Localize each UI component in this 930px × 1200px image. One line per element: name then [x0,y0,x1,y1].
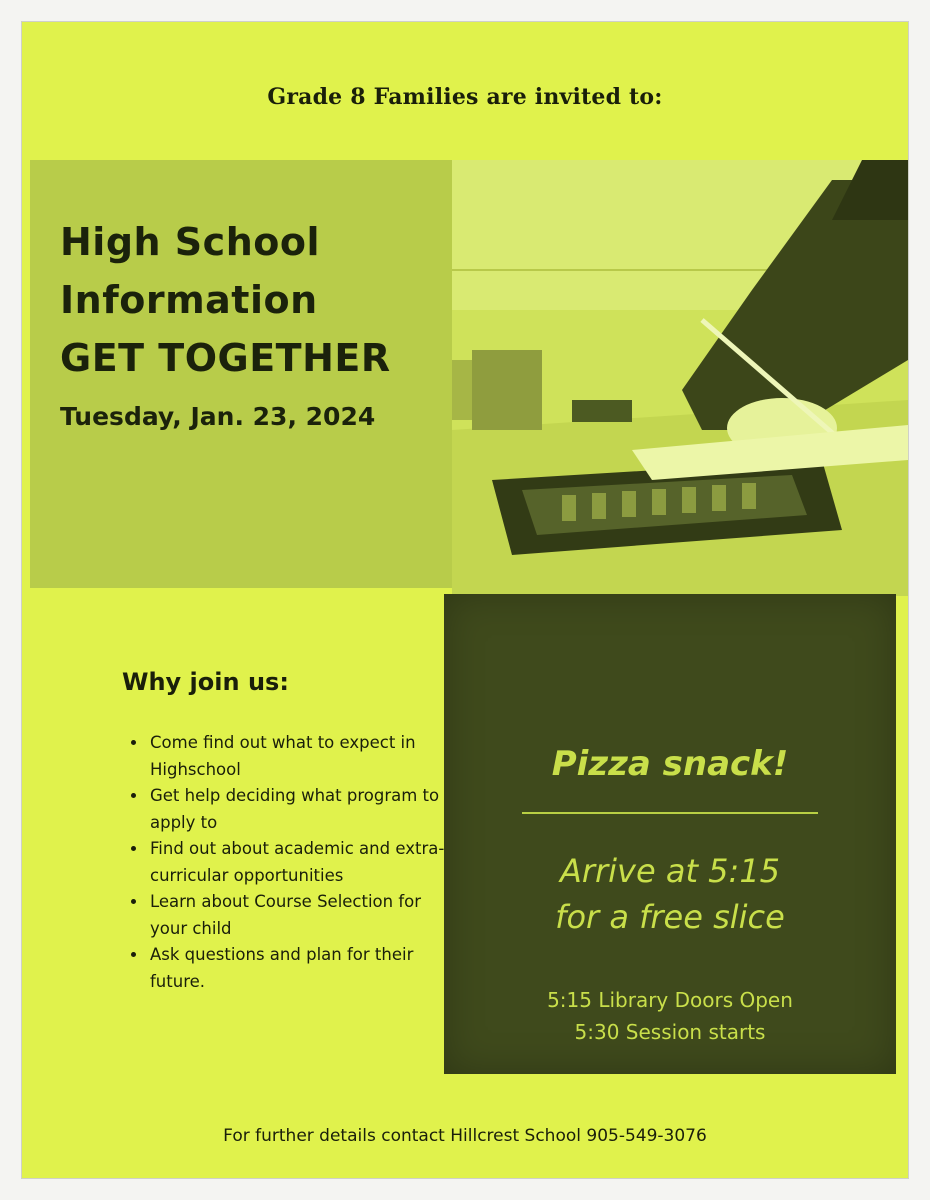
title-line-2: Information [60,278,318,322]
list-item: • Come find out what to expect in Highschool [148,730,448,783]
list-item: • Get help deciding what program to apply to [148,783,448,836]
pizza-heading: Pizza snack! [551,744,789,784]
invite-heading: Grade 8 Families are invited to: [267,84,663,110]
why-heading: Why join us: [122,668,289,696]
schedule [444,984,896,1048]
schedule-line-2: 5:30 Session starts [574,1020,766,1044]
event-date: Tuesday, Jan. 23, 2024 [60,402,376,431]
schedule-line-1: 5:15 Library Doors Open [547,988,793,1012]
list-item: • Learn about Course Selection for your child [148,889,448,942]
reasons-list [116,730,448,995]
divider-rule [522,812,818,814]
flyer-sheet [22,22,908,1178]
contact-line: For further details contact Hillcrest School 905-549-3076 [223,1126,707,1146]
arrive-line-2: for a free slice [555,898,785,936]
title-line-3: GET TOGETHER [60,336,391,380]
arrive-line-1: Arrive at 5:15 [559,852,781,890]
title-panel [30,160,454,588]
title-line-1: High School [60,220,320,264]
student-writing-photo [452,160,908,596]
arrive-text [444,848,896,940]
list-item: • Find out about academic and extra-curricular opportunities [148,836,448,889]
list-item: • Ask questions and plan for their future. [148,942,448,995]
pizza-panel [444,594,896,1074]
